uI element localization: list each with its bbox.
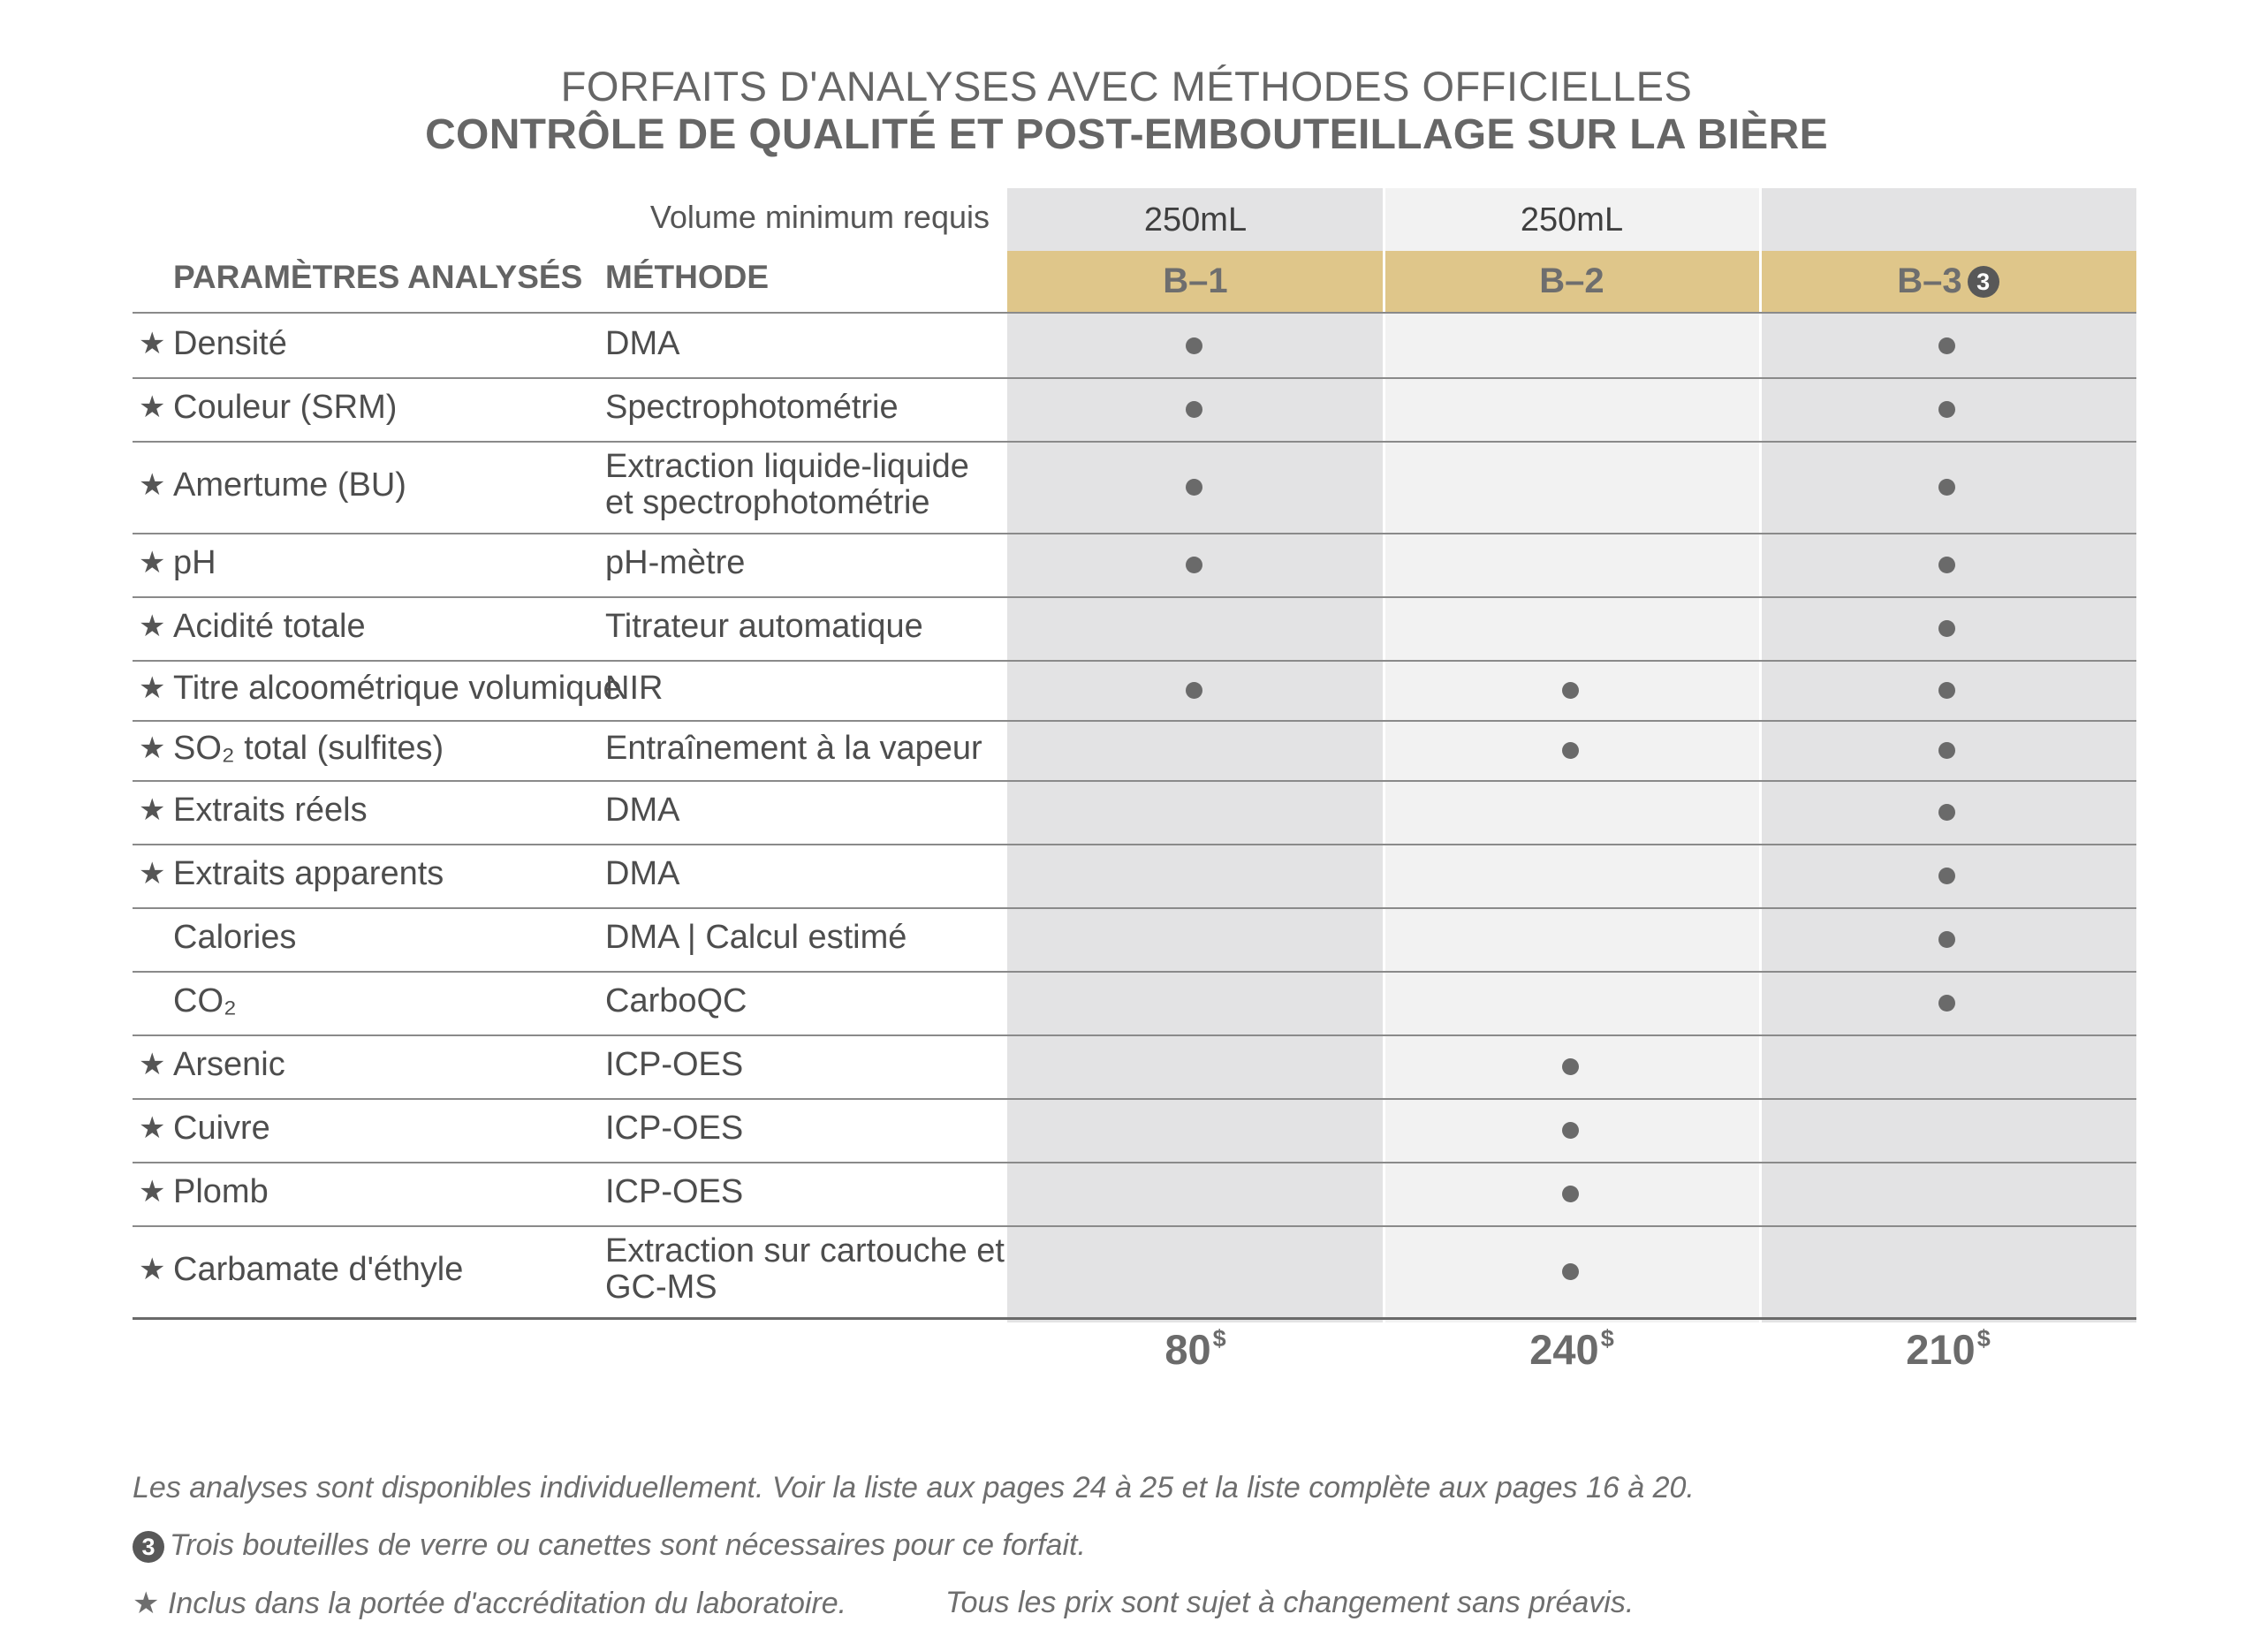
row-divider bbox=[133, 660, 2136, 662]
method-name: Extraction sur cartouche et bbox=[605, 1232, 1005, 1269]
method-name: Titrateur automatique bbox=[605, 608, 923, 645]
star-icon: ★ bbox=[139, 793, 166, 827]
method-name-line2: et spectrophotométrie bbox=[605, 484, 930, 521]
included-dot-icon bbox=[1186, 337, 1202, 354]
included-dot-icon bbox=[1938, 337, 1955, 354]
bottles-note: 3 Trois bouteilles de verre ou canettes sont nécessaires pour ce forfait. bbox=[133, 1528, 1086, 1563]
row-divider bbox=[133, 1098, 2136, 1100]
method-name: DMA bbox=[605, 855, 680, 892]
row-divider bbox=[133, 596, 2136, 598]
method-name: CarboQC bbox=[605, 982, 747, 1019]
included-dot-icon bbox=[1938, 620, 1955, 637]
row-divider bbox=[133, 907, 2136, 909]
star-icon: ★ bbox=[139, 327, 166, 360]
star-icon: ★ bbox=[139, 1048, 166, 1081]
header-divider bbox=[133, 312, 2136, 314]
method-header: MÉTHODE bbox=[605, 259, 769, 295]
number-3-badge-icon: 3 bbox=[133, 1531, 164, 1563]
star-icon: ★ bbox=[139, 546, 166, 580]
method-name: ICP-OES bbox=[605, 1046, 744, 1083]
parameter-name: Extraits réels bbox=[173, 792, 368, 829]
method-name: DMA bbox=[605, 325, 680, 362]
method-name: pH-mètre bbox=[605, 544, 746, 581]
package-name-b3: B–3 3 bbox=[1760, 261, 2136, 301]
included-dot-icon bbox=[1562, 1263, 1579, 1280]
volume-label: Volume minimum requis bbox=[649, 199, 990, 235]
included-dot-icon bbox=[1938, 557, 1955, 573]
accreditation-note: ★ Inclus dans la portée d'accréditation du laboratoire. bbox=[133, 1587, 847, 1620]
availability-note: Les analyses sont disponibles individuellement. Voir la liste aux pages 24 à 25 et la liste complète aux pages 16 à 20. bbox=[133, 1471, 1695, 1504]
row-divider bbox=[133, 441, 2136, 443]
column-divider bbox=[1383, 188, 1385, 1322]
star-icon: ★ bbox=[139, 1111, 166, 1145]
star-icon: ★ bbox=[139, 1175, 166, 1209]
method-name: ICP-OES bbox=[605, 1173, 744, 1210]
row-divider bbox=[133, 1034, 2136, 1036]
number-3-badge-icon: 3 bbox=[1968, 266, 1999, 298]
included-dot-icon bbox=[1938, 931, 1955, 948]
included-dot-icon bbox=[1562, 742, 1579, 759]
row-divider bbox=[133, 844, 2136, 845]
row-divider bbox=[133, 533, 2136, 534]
price-b1: 80$ bbox=[1164, 1325, 1226, 1373]
included-dot-icon bbox=[1938, 742, 1955, 759]
price-change-note: Tous les prix sont sujet à changement sans préavis. bbox=[945, 1586, 1635, 1619]
included-dot-icon bbox=[1938, 401, 1955, 418]
method-name: ICP-OES bbox=[605, 1110, 744, 1147]
row-divider bbox=[133, 780, 2136, 782]
parameter-name: Couleur (SRM) bbox=[173, 389, 398, 426]
parameter-name: pH bbox=[173, 544, 216, 581]
volume-b2: 250mL bbox=[1520, 201, 1624, 239]
parameter-name: SO₂ total (sulfites) bbox=[173, 730, 444, 767]
price-b3: 210$ bbox=[1906, 1325, 1991, 1373]
package-name-b2: B–2 bbox=[1539, 261, 1604, 300]
row-divider bbox=[133, 1225, 2136, 1227]
row-divider bbox=[133, 1317, 2136, 1320]
parameter-name: Extraits apparents bbox=[173, 855, 444, 892]
included-dot-icon bbox=[1938, 479, 1955, 496]
package-name-b1: B–1 bbox=[1163, 261, 1228, 300]
parameter-name: Amertume (BU) bbox=[173, 466, 406, 504]
method-name-line2: GC-MS bbox=[605, 1269, 717, 1306]
star-icon: ★ bbox=[133, 1587, 160, 1620]
star-icon: ★ bbox=[139, 671, 166, 705]
parameter-name: Calories bbox=[173, 919, 297, 956]
star-icon: ★ bbox=[139, 610, 166, 643]
method-name: Extraction liquide-liquide bbox=[605, 448, 969, 485]
star-icon: ★ bbox=[139, 857, 166, 890]
method-name: Spectrophotométrie bbox=[605, 389, 899, 426]
parameter-name: Titre alcoométrique volumique bbox=[173, 670, 622, 707]
row-divider bbox=[133, 971, 2136, 973]
included-dot-icon bbox=[1186, 479, 1202, 496]
parameters-header: PARAMÈTRES ANALYSÉS bbox=[173, 259, 583, 295]
row-divider bbox=[133, 1162, 2136, 1163]
included-dot-icon bbox=[1562, 1122, 1579, 1139]
included-dot-icon bbox=[1562, 1058, 1579, 1075]
package-column-b1 bbox=[1007, 188, 1384, 1322]
parameter-name: Arsenic bbox=[173, 1046, 285, 1083]
included-dot-icon bbox=[1186, 682, 1202, 699]
included-dot-icon bbox=[1186, 401, 1202, 418]
method-name: Entraînement à la vapeur bbox=[605, 730, 982, 767]
method-name: DMA | Calcul estimé bbox=[605, 919, 907, 956]
parameter-name: Cuivre bbox=[173, 1110, 270, 1147]
column-divider bbox=[1759, 188, 1762, 1322]
parameter-name: Densité bbox=[173, 325, 287, 362]
included-dot-icon bbox=[1938, 682, 1955, 699]
star-icon: ★ bbox=[139, 1253, 166, 1286]
included-dot-icon bbox=[1938, 995, 1955, 1012]
page-title: FORFAITS D'ANALYSES AVEC MÉTHODES OFFICIELLES bbox=[560, 63, 1693, 110]
included-dot-icon bbox=[1938, 868, 1955, 884]
included-dot-icon bbox=[1186, 557, 1202, 573]
price-b2: 240$ bbox=[1529, 1325, 1614, 1373]
included-dot-icon bbox=[1938, 804, 1955, 821]
star-icon: ★ bbox=[139, 390, 166, 424]
page-subtitle: CONTRÔLE DE QUALITÉ ET POST-EMBOUTEILLAGE SUR LA BIÈRE bbox=[425, 111, 1828, 158]
row-divider bbox=[133, 377, 2136, 379]
included-dot-icon bbox=[1562, 1186, 1579, 1202]
parameter-name: Acidité totale bbox=[173, 608, 366, 645]
star-icon: ★ bbox=[139, 731, 166, 765]
included-dot-icon bbox=[1562, 682, 1579, 699]
row-divider bbox=[133, 720, 2136, 722]
method-name: DMA bbox=[605, 792, 680, 829]
parameter-name: Carbamate d'éthyle bbox=[173, 1251, 464, 1288]
volume-b1: 250mL bbox=[1143, 201, 1248, 239]
method-name: NIR bbox=[605, 670, 664, 707]
parameter-name: CO₂ bbox=[173, 982, 237, 1019]
parameter-name: Plomb bbox=[173, 1173, 269, 1210]
star-icon: ★ bbox=[139, 468, 166, 502]
